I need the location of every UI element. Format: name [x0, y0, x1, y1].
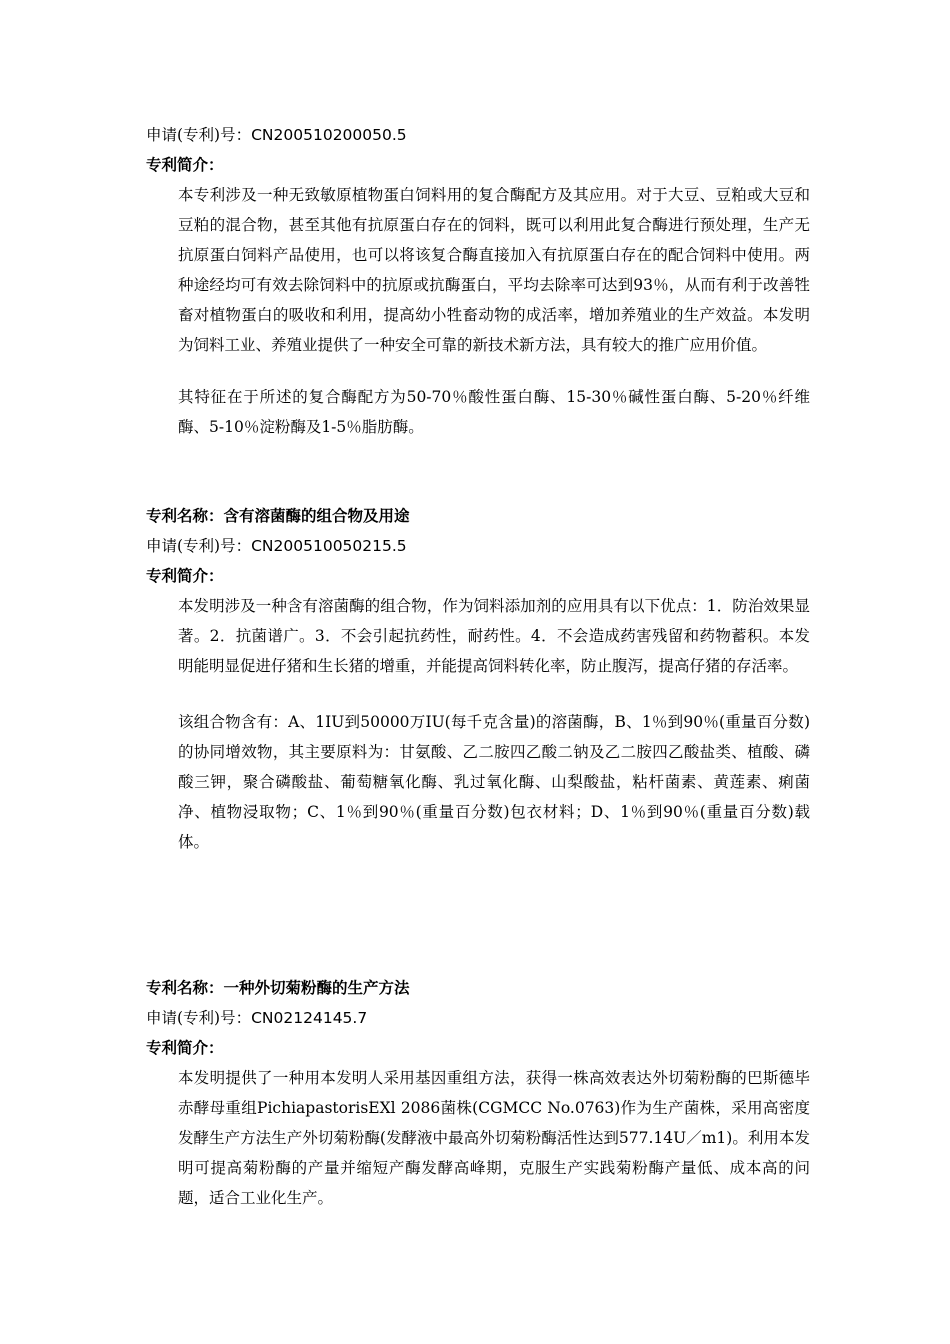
intro-paragraph: 该组合物含有：A、1IU到50000万IU(每千克含量)的溶菌酶，B、1％到90％(重量百分数)的协同增效物，其主要原料为：甘氨酸、乙二胺四乙酸二钠及乙二胺四乙酸盐类、植酸、磷酸三钾，聚合磷酸盐、葡萄糖氧化酶、乳过氧化酶、山梨酸盐，粘杆菌素、黄莲素、痢菌净、植物浸取物；C、1％到90％(重量百分数)包衣材料；D、1％到90％(重量百分数)载体。 [178, 713, 810, 851]
application-number-label: 申请(专利)号： [146, 1009, 252, 1027]
intro-paragraph: 其特征在于所述的复合酶配方为50-70％酸性蛋白酶、15-30％碱性蛋白酶、5-20％纤维酶、5-10％淀粉酶及1-5％脂肪酶。 [178, 388, 810, 436]
application-number-line [146, 1008, 367, 1028]
application-number-label: 申请(专利)号： [146, 126, 252, 144]
intro-label: 专利简介： [146, 155, 224, 174]
application-number: CN200510200050.5 [251, 126, 407, 144]
application-number-line [146, 536, 407, 556]
intro-paragraph: 本发明涉及一种含有溶菌酶的组合物，作为饲料添加剂的应用具有以下优点：1．防治效果显著。2．抗菌谱广。3．不会引起抗药性，耐药性。4．不会造成药害残留和药物蓄积。本发明能明显促进仔猪和生长猪的增重，并能提高饲料转化率，防止腹泻，提高仔猪的存活率。 [178, 597, 810, 675]
patent-title: 专利名称：一种外切菊粉酶的生产方法 [146, 978, 410, 997]
intro-label: 专利简介： [146, 566, 224, 585]
application-number-line [146, 125, 407, 145]
application-number: CN02124145.7 [251, 1009, 368, 1027]
intro-paragraph: 本专利涉及一种无致敏原植物蛋白饲料用的复合酶配方及其应用。对于大豆、豆粕或大豆和豆粕的混合物，甚至其他有抗原蛋白存在的饲料，既可以利用此复合酶进行预处理，生产无抗原蛋白饲料产品使用，也可以将该复合酶直接加入有抗原蛋白存在的配合饲料中使用。两种途经均可有效去除饲料中的抗原或抗酶蛋白，平均去除率可达到93％，从而有利于改善牲畜对植物蛋白的吸收和利用，提高幼小牲畜动物的成活率，增加养殖业的生产效益。本发明为饲料工业、养殖业提供了一种安全可靠的新技术新方法，具有较大的推广应用价值。 [178, 186, 810, 354]
application-number-label: 申请(专利)号： [146, 537, 252, 555]
intro-paragraph: 本发明提供了一种用本发明人采用基因重组方法，获得一株高效表达外切菊粉酶的巴斯德毕赤酵母重组PichiapastorisEXl 2086菌株(CGMCC No.0763)作为生产菌株，采用高密度发酵生产方法生产外切菊粉酶(发酵液中最高外切菊粉酶活性达到577.14U／m1)。利用本发明可提高菊粉酶的产量并缩短产酶发酵高峰期，克服生产实践菊粉酶产量低、成本高的问题，适合工业化生产。 [178, 1069, 810, 1207]
intro-label: 专利简介： [146, 1038, 224, 1057]
patent-title: 专利名称：含有溶菌酶的组合物及用途 [146, 506, 410, 525]
application-number: CN200510050215.5 [251, 537, 407, 555]
